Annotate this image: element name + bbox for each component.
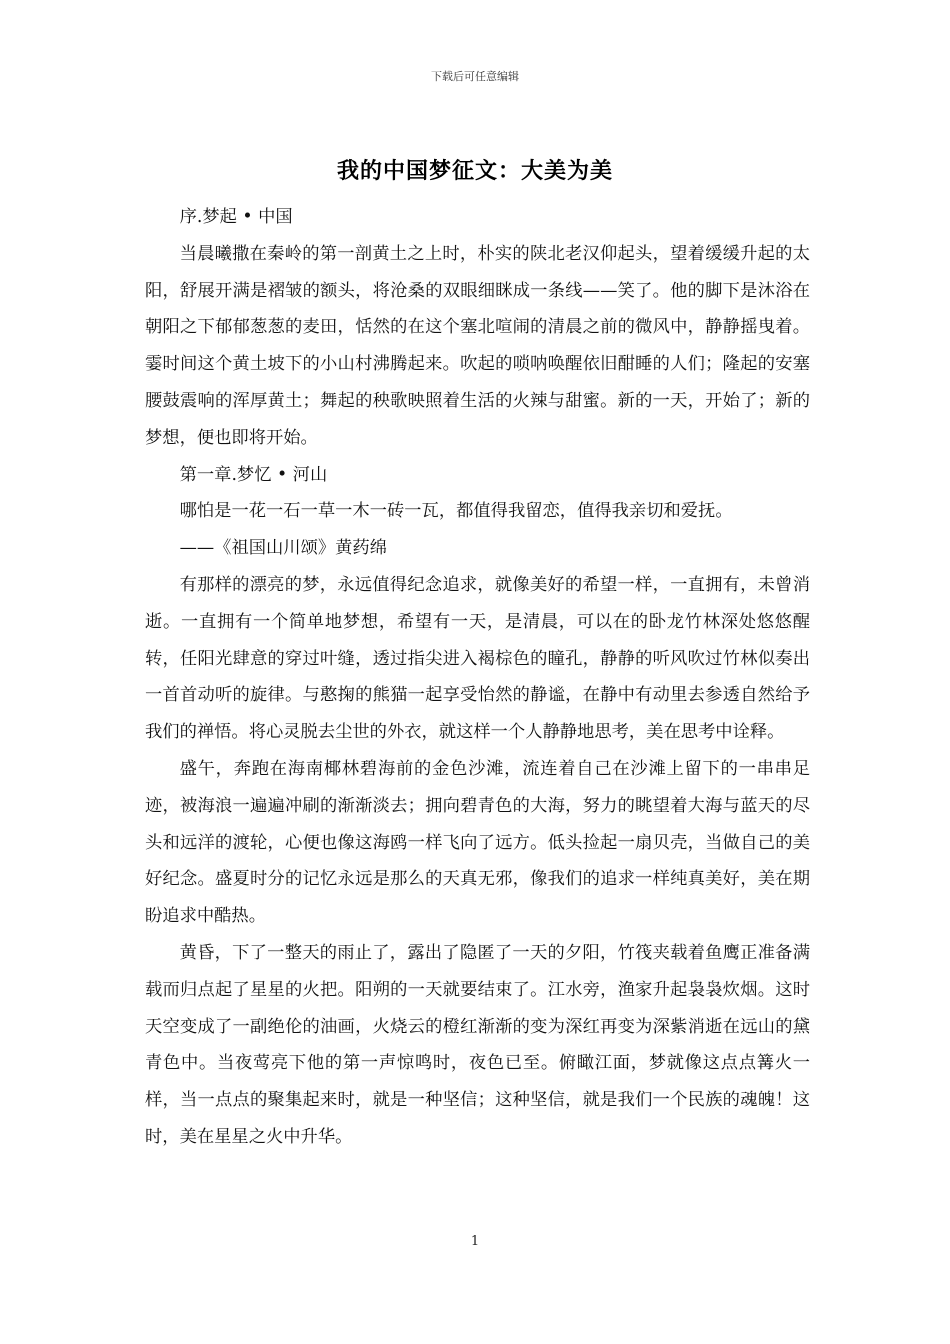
page-header: 下载后可任意编辑 [431, 70, 519, 83]
paragraph-dusk: 黄昏，下了一整天的雨止了，露出了隐匿了一天的夕阳，竹筏夹载着鱼鹰正准备满载而归点起了星星的火把。阳朔的一天就要结束了。江水旁，渔家升起袅袅炊烟。这时天空变成了一副绝伦的油画，火烧云的橙红渐渐的变为深红再变为深紫消逝在远山的黛青色中。当夜莺亮下他的第一声惊鸣时，夜色已至。俯瞰江面，梦就像这点点篝火一样，当一点点的聚集起来时，就是一种坚信；这种坚信，就是我们一个民族的魂魄！这时，美在星星之火中升华。 [145, 942, 810, 1147]
section-heading-preface: 序.梦起 • 中国 [179, 207, 293, 227]
paragraph-preface: 当晨曦撒在秦岭的第一剖黄土之上时，朴实的陕北老汉仰起头，望着缓缓升起的太阳，舒展开满是褶皱的额头，将沧桑的双眼细眯成一条线——笑了。他的脚下是沐浴在朝阳之下郁郁葱葱的麦田，恬然的在这个塞北喧闹的清晨之前的微风中，静静摇曳着。霎时间这个黄土坡下的小山村沸腾起来。吹起的唢呐唤醒依旧酣睡的人们；隆起的安塞腰鼓震响的浑厚黄土；舞起的秧歌映照着生活的火辣与甜蜜。新的一天，开始了；新的梦想，便也即将开始。 [145, 243, 810, 448]
paragraph-noon: 盛午，奔跑在海南椰林碧海前的金色沙滩，流连着自己在沙滩上留下的一串串足迹，被海浪一遍遍冲刷的渐渐淡去；拥向碧青色的大海，努力的眺望着大海与蓝天的尽头和远洋的渡轮，心便也像这海鸥一样飞向了远方。低头捡起一扇贝壳，当做自己的美好纪念。盛夏时分的记忆永远是那么的天真无邪，像我们的追求一样纯真美好，美在期盼追求中酷热。 [145, 758, 810, 927]
epigraph-source: ——《祖国山川颂》黄药绵 [179, 538, 387, 559]
section-heading-chapter-1: 第一章.梦忆 • 河山 [179, 464, 328, 485]
document-body [145, 199, 810, 1156]
page-number: 1 [470, 1234, 480, 1249]
paragraph-morning: 有那样的漂亮的梦，永远值得纪念追求，就像美好的希望一样，一直拥有，未曾消逝。一直拥有一个简单地梦想，希望有一天，是清晨，可以在的卧龙竹林深处悠悠醒转，任阳光肆意的穿过叶缝，透过指尖进入褐棕色的瞳孔，静静的听风吹过竹林似奏出一首首动听的旋律。与憨掬的熊猫一起享受怡然的静谧，在静中有动里去参透自然给予我们的禅悟。将心灵脱去尘世的外衣，就这样一个人静静地思考，美在思考中诠释。 [145, 574, 810, 743]
document-title: 我的中国梦征文：大美为美 [336, 159, 613, 184]
epigraph-quote: 哪怕是一花一石一草一木一砖一瓦，都值得我留恋，值得我亲切和爱抚。 [179, 501, 733, 522]
